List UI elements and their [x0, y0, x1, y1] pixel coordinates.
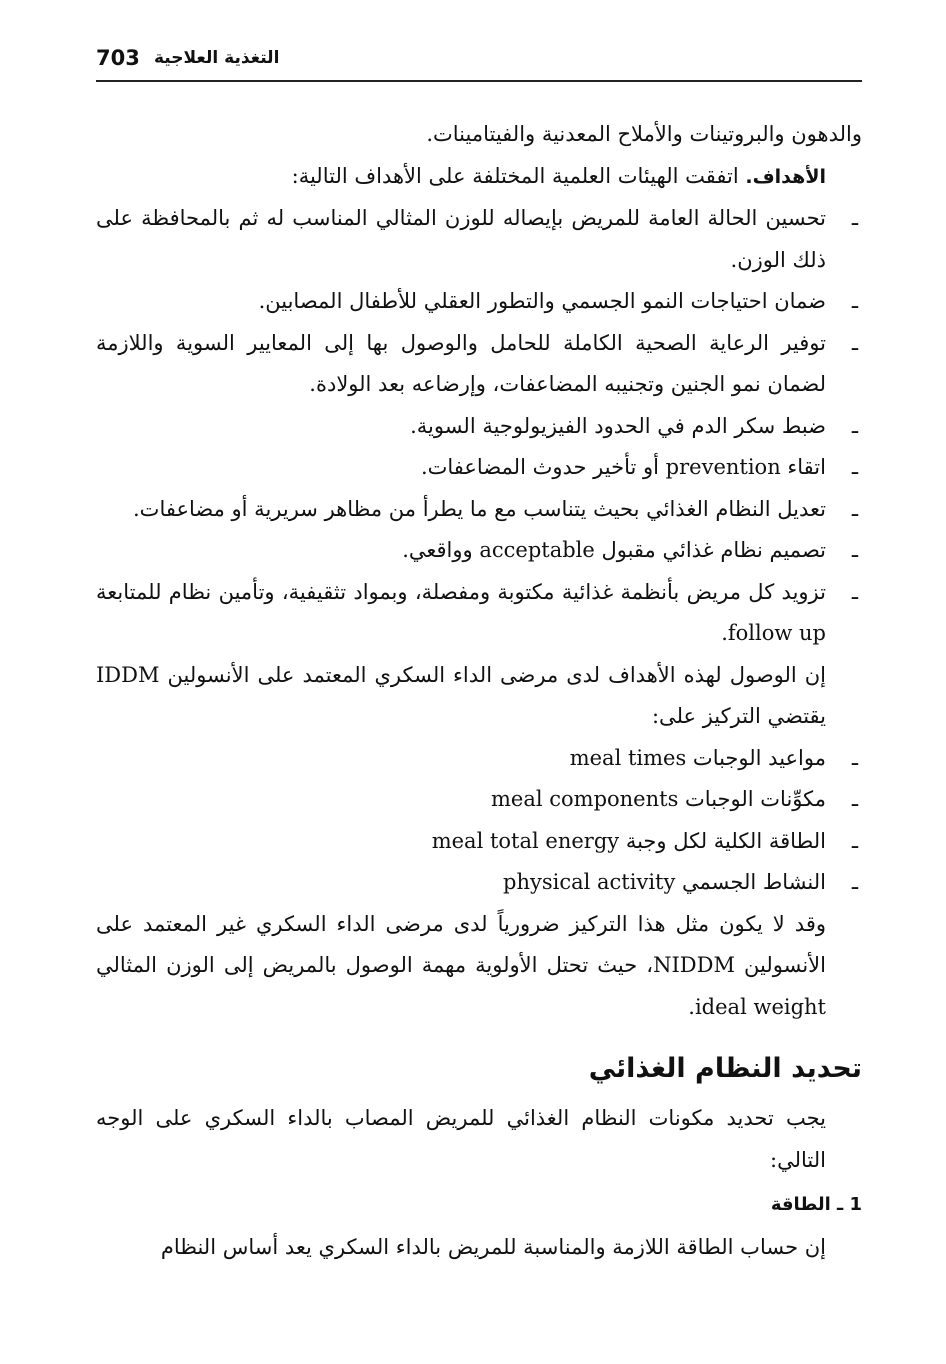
goal-item: ـ تصميم نظام غذائي مقبول acceptable وواقعي. — [96, 530, 862, 572]
section-title: تحديد النظام الغذائي — [588, 1053, 862, 1084]
subsection-title: 1 ـ الطاقة — [770, 1194, 862, 1215]
niddm-paragraph: وقد لا يكون مثل هذا التركيز ضرورياً لدى مرضى الداء السكري غير المعتمد على الأنسولين NIDDM، حيث تحتل الأولوية مهمة الوصول بالمريض إلى الوزن المثالي ideal weight. — [96, 911, 826, 1019]
goals-list — [96, 198, 862, 655]
header-rule — [96, 80, 862, 82]
goals-intro: اتفقت الهيئات العلمية المختلفة على الأهداف التالية: — [291, 163, 739, 188]
opening-line: والدهون والبروتينات والأملاح المعدنية والفيتامينات. — [426, 122, 862, 146]
goal-item: ـ توفير الرعاية الصحية الكاملة للحامل والوصول بها إلى المعايير السوية واللازمة لضمان نمو الجنين وتجنيبه المضاعفات، وإرضاعه بعد الولادة. — [96, 323, 862, 406]
page-body — [96, 114, 862, 1269]
focus-item: ـ الطاقة الكلية لكل وجبة meal total energy — [96, 821, 862, 863]
page-number: 703 — [96, 46, 140, 70]
goal-item: ـ ضبط سكر الدم في الحدود الفيزيولوجية السوية. — [96, 406, 862, 448]
goals-intro-paragraph — [96, 156, 862, 199]
goal-item: ـ اتقاء prevention أو تأخير حدوث المضاعفات. — [96, 447, 862, 489]
section-intro: يجب تحديد مكونات النظام الغذائي للمريض المصاب بالداء السكري على الوجه التالي: — [96, 1106, 826, 1172]
focus-item: ـ النشاط الجسمي physical activity — [96, 862, 862, 904]
iddm-paragraph: إن الوصول لهذه الأهداف لدى مرضى الداء السكري المعتمد على الأنسولين IDDM يقتضي التركيز على: — [96, 662, 826, 728]
running-title: التغذية العلاجية — [154, 48, 280, 68]
goal-item: ـ تزويد كل مريض بأنظمة غذائية مكتوبة ومفصلة، وبمواد تثقيفية، وتأمين نظام للمتابعة follow up. — [96, 572, 862, 655]
subsection-text: إن حساب الطاقة اللازمة والمناسبة للمريض بالداء السكري يعد أساس النظام — [160, 1235, 826, 1259]
focus-item: ـ مواعيد الوجبات meal times — [96, 738, 862, 780]
goal-item: ـ تعديل النظام الغذائي بحيث يتناسب مع ما يطرأ من مظاهر سريرية أو مضاعفات. — [96, 489, 862, 531]
focus-list — [96, 738, 862, 904]
focus-item: ـ مكوِّنات الوجبات meal components — [96, 779, 862, 821]
goal-item: ـ ضمان احتياجات النمو الجسمي والتطور العقلي للأطفال المصابين. — [96, 281, 862, 323]
running-head — [96, 46, 850, 76]
goals-label: الأهداف. — [745, 165, 826, 188]
goal-item: ـ تحسين الحالة العامة للمريض بإيصاله للوزن المثالي المناسب له ثم بالمحافظة على ذلك الوزن. — [96, 198, 862, 281]
